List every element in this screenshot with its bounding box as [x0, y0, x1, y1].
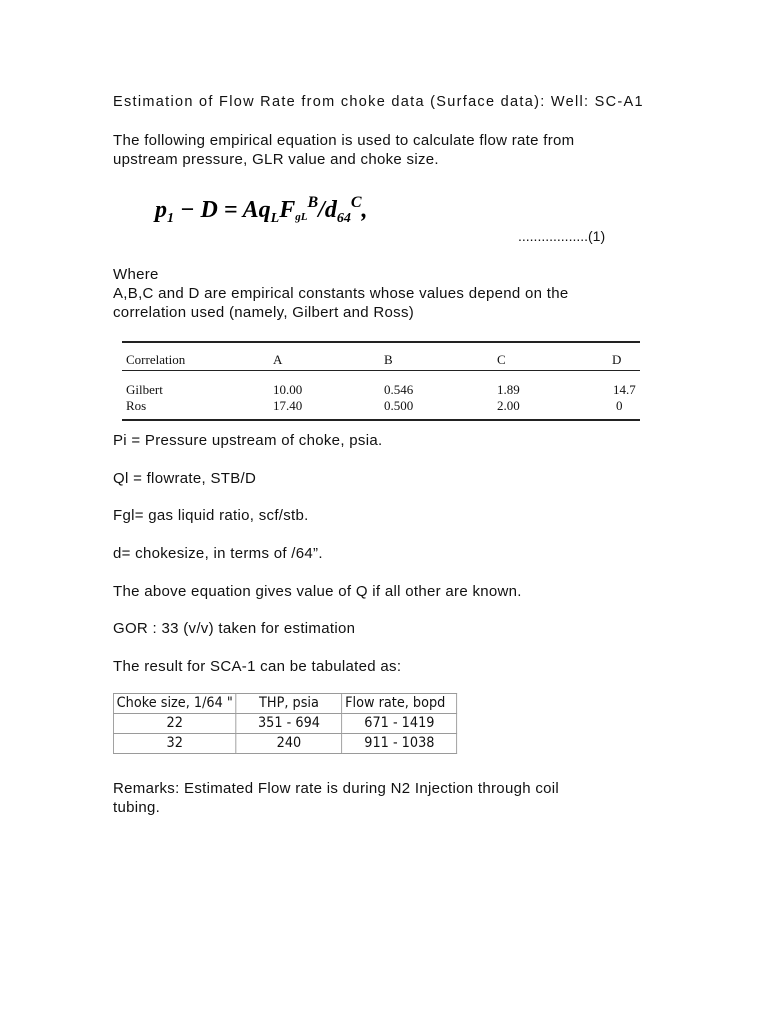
corr-row-gilbert-a: 10.00 [273, 382, 303, 397]
result-cell-flow: 671 - 1419 [342, 714, 457, 734]
definition-pi: Pi = Pressure upstream of choke, psia. [113, 432, 383, 449]
corr-row-gilbert-b: 0.546 [384, 382, 414, 397]
equation-note: The above equation gives value of Q if all other are known. [113, 583, 522, 600]
corr-header-correlation: Correlation [126, 352, 186, 367]
result-cell-flow: 911 - 1038 [342, 734, 457, 754]
where-line-1: A,B,C and D are empirical constants whose values depend on the [113, 285, 569, 302]
corr-row-gilbert-d: 14.7 [613, 382, 636, 397]
eq-minus-d: − D = A [174, 197, 259, 223]
eq-trail: , [361, 197, 368, 223]
result-header-flow: Flow rate, bopd [342, 694, 457, 714]
eq-d-sub: 64 [336, 211, 351, 226]
corr-row-ros-b: 0.500 [384, 398, 414, 413]
table-top-rule [122, 341, 640, 343]
table-row [113, 714, 456, 734]
result-cell-choke: 32 [113, 734, 236, 754]
corr-row-gilbert-name: Gilbert [126, 382, 163, 397]
table-header-rule [122, 370, 640, 371]
result-cell-thp: 240 [236, 734, 342, 754]
where-label: Where [113, 266, 159, 283]
gor-line: GOR : 33 (v/v) taken for estimation [113, 620, 356, 637]
eq-q: q [258, 197, 271, 223]
corr-row-gilbert-c: 1.89 [497, 382, 520, 397]
corr-header-b: B [384, 352, 393, 367]
eq-f: F [279, 197, 296, 223]
remarks-line-1: Remarks: Estimated Flow rate is during N2 Injection through coil [113, 780, 560, 797]
result-cell-thp: 351 - 694 [236, 714, 342, 734]
definition-ql: Ql = flowrate, STB/D [113, 470, 257, 487]
result-header-choke: Choke size, 1/64 " [113, 694, 236, 714]
eq-slash-d: /d [318, 197, 337, 223]
corr-row-ros-a: 17.40 [273, 398, 303, 413]
page-title: Estimation of Flow Rate from choke data (Surface data): Well: SC-A1 [113, 94, 644, 110]
corr-row-ros-d: 0 [616, 398, 623, 413]
corr-header-c: C [497, 352, 506, 367]
eq-p-sub: 1 [167, 211, 174, 226]
table-bottom-rule [122, 419, 640, 421]
result-header-row [113, 694, 456, 714]
result-header-thp: THP, psia [236, 694, 342, 714]
remarks-line-2: tubing. [113, 799, 161, 816]
result-cell-choke: 22 [113, 714, 236, 734]
eq-q-sub: L [270, 211, 280, 226]
corr-header-a: A [273, 352, 283, 367]
corr-header-d: D [612, 352, 622, 367]
corr-row-ros-name: Ros [126, 398, 147, 413]
intro-line-1: The following empirical equation is used to calculate flow rate from [113, 132, 575, 149]
equation-number: ..................(1) [518, 228, 606, 244]
eq-b: B [307, 194, 319, 211]
eq-p: p [155, 197, 167, 223]
eq-c: C [350, 194, 362, 211]
flow-equation [155, 194, 368, 227]
where-line-2: correlation used (namely, Gilbert and Ross) [113, 304, 415, 321]
result-intro: The result for SCA-1 can be tabulated as: [113, 658, 402, 675]
definition-fgl: Fgl= gas liquid ratio, scf/stb. [113, 507, 309, 524]
intro-line-2: upstream pressure, GLR value and choke size. [113, 151, 439, 168]
table-row [113, 734, 456, 754]
corr-row-ros-c: 2.00 [497, 398, 520, 413]
eq-f-sub: gL [295, 211, 308, 223]
result-table [113, 693, 457, 754]
definition-d: d= chokesize, in terms of /64”. [113, 545, 323, 562]
